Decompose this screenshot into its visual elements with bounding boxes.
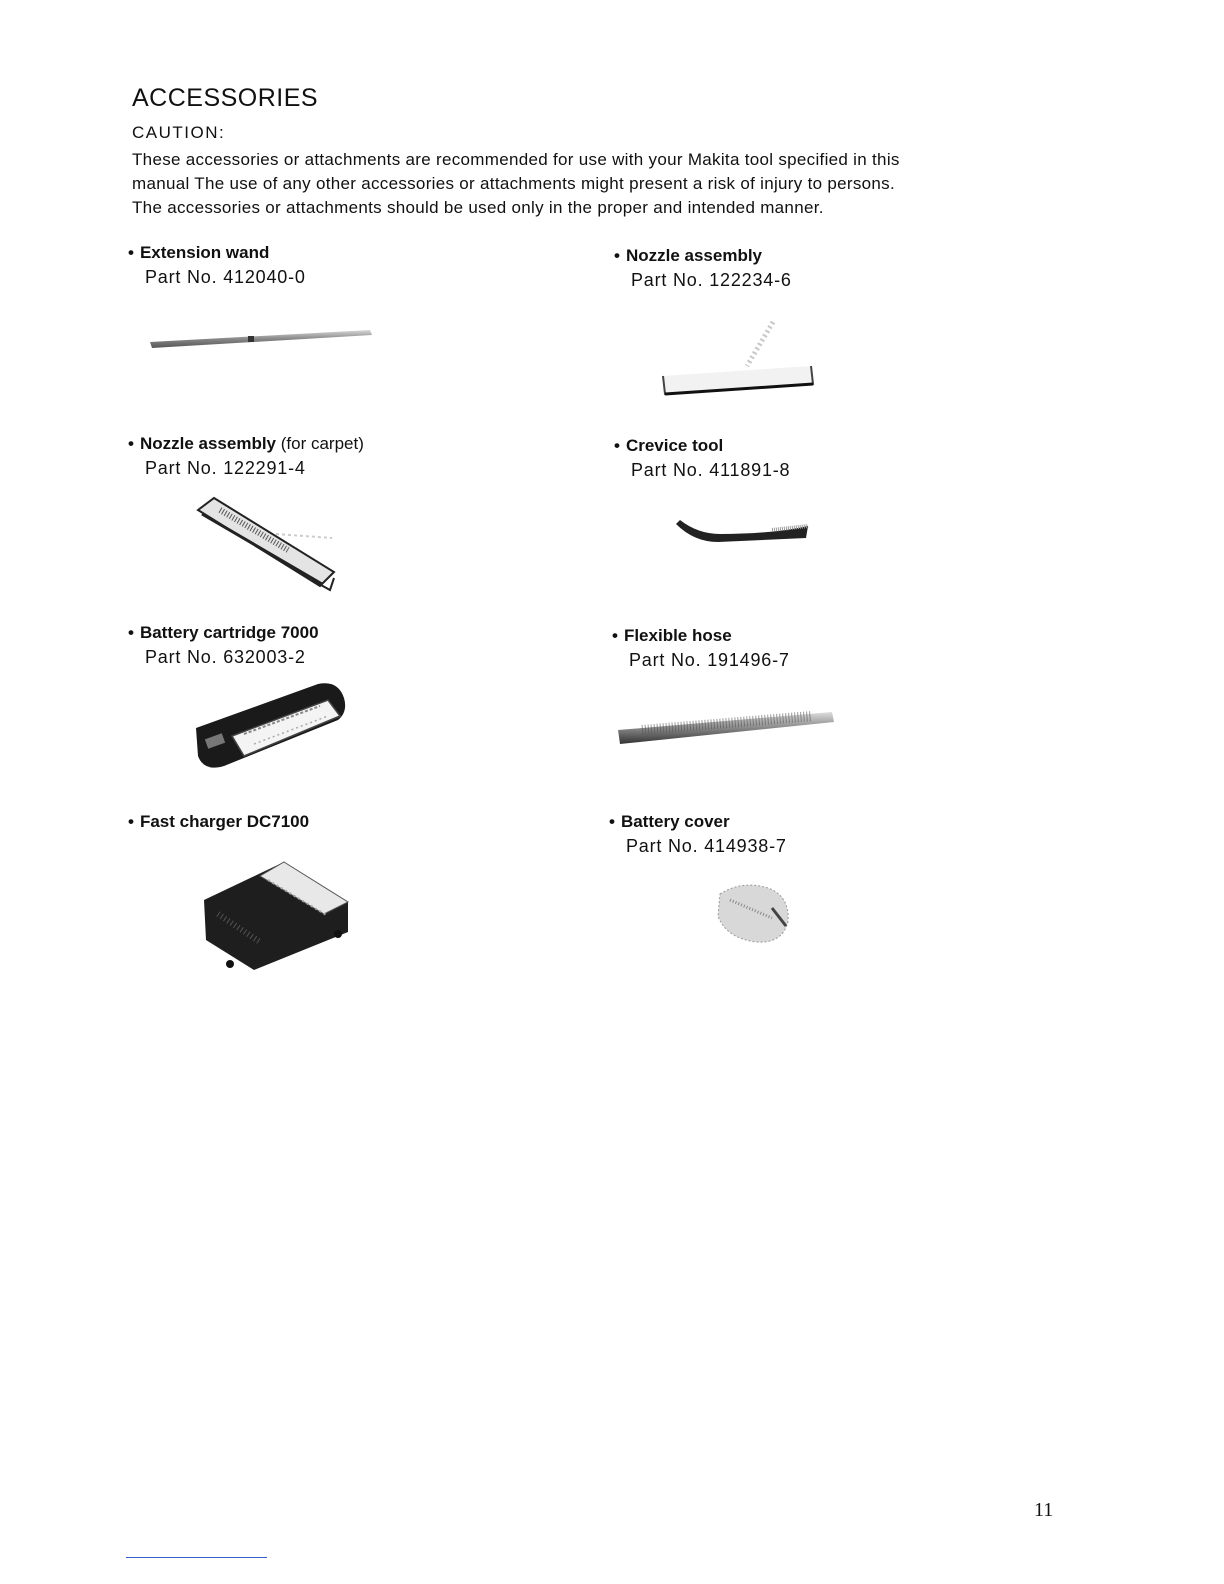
caution-line: manual The use of any other accessories or attachments might present a risk of injury to persons. bbox=[132, 174, 895, 193]
accessory-qualifier: (for carpet) bbox=[280, 434, 364, 453]
accessory-name: Extension wand bbox=[139, 243, 270, 262]
accessory-item bbox=[609, 812, 787, 857]
page-number: 11 bbox=[1034, 1499, 1054, 1521]
bullet-icon: • bbox=[128, 434, 134, 453]
accessory-item bbox=[614, 246, 792, 291]
accessory-item bbox=[128, 434, 364, 479]
accessory-name: Fast charger DC7100 bbox=[139, 812, 310, 831]
flexible-hose-icon bbox=[612, 700, 840, 748]
part-number: Part No. 191496-7 bbox=[629, 650, 790, 670]
accessory-item bbox=[614, 436, 790, 481]
part-number: Part No. 414938-7 bbox=[626, 836, 787, 856]
accessory-name: Nozzle assembly bbox=[139, 434, 277, 453]
bullet-icon: • bbox=[614, 436, 620, 455]
caution-line: The accessories or attachments should be used only in the proper and intended manner. bbox=[132, 198, 824, 217]
accessory-item bbox=[128, 623, 319, 668]
accessory-item bbox=[612, 626, 790, 671]
battery-cartridge-icon bbox=[188, 676, 358, 772]
accessory-name: Battery cartridge 7000 bbox=[139, 623, 319, 642]
crevice-tool-icon bbox=[672, 516, 814, 548]
accessory-name: Flexible hose bbox=[623, 626, 732, 645]
battery-cover-icon bbox=[712, 878, 794, 948]
fast-charger-icon bbox=[198, 852, 358, 976]
caution-line: These accessories or attachments are recommended for use with your Makita tool specified in this bbox=[132, 150, 900, 169]
floor-nozzle-icon bbox=[655, 318, 820, 403]
bullet-icon: • bbox=[128, 623, 134, 642]
part-number: Part No. 412040-0 bbox=[145, 267, 306, 287]
page-title: ACCESSORIES bbox=[132, 84, 319, 112]
part-number: Part No. 122291-4 bbox=[145, 458, 306, 478]
carpet-nozzle-icon bbox=[192, 494, 342, 596]
bullet-icon: • bbox=[614, 246, 620, 265]
accessory-item bbox=[128, 243, 306, 288]
part-number: Part No. 411891-8 bbox=[631, 460, 791, 480]
bullet-icon: • bbox=[612, 626, 618, 645]
part-number: Part No. 122234-6 bbox=[631, 270, 792, 290]
accessory-name: Nozzle assembly bbox=[625, 246, 763, 265]
part-number: Part No. 632003-2 bbox=[145, 647, 306, 667]
caution-label: CAUTION: bbox=[132, 123, 226, 142]
extension-wand-icon bbox=[140, 322, 380, 352]
bullet-icon: • bbox=[128, 243, 134, 262]
accessory-item bbox=[128, 812, 309, 832]
accessory-name: Battery cover bbox=[620, 812, 730, 831]
bullet-icon: • bbox=[609, 812, 615, 831]
accessory-name: Crevice tool bbox=[625, 436, 724, 455]
caution-text bbox=[132, 148, 1077, 220]
footer-rule bbox=[126, 1557, 267, 1558]
bullet-icon: • bbox=[128, 812, 134, 831]
